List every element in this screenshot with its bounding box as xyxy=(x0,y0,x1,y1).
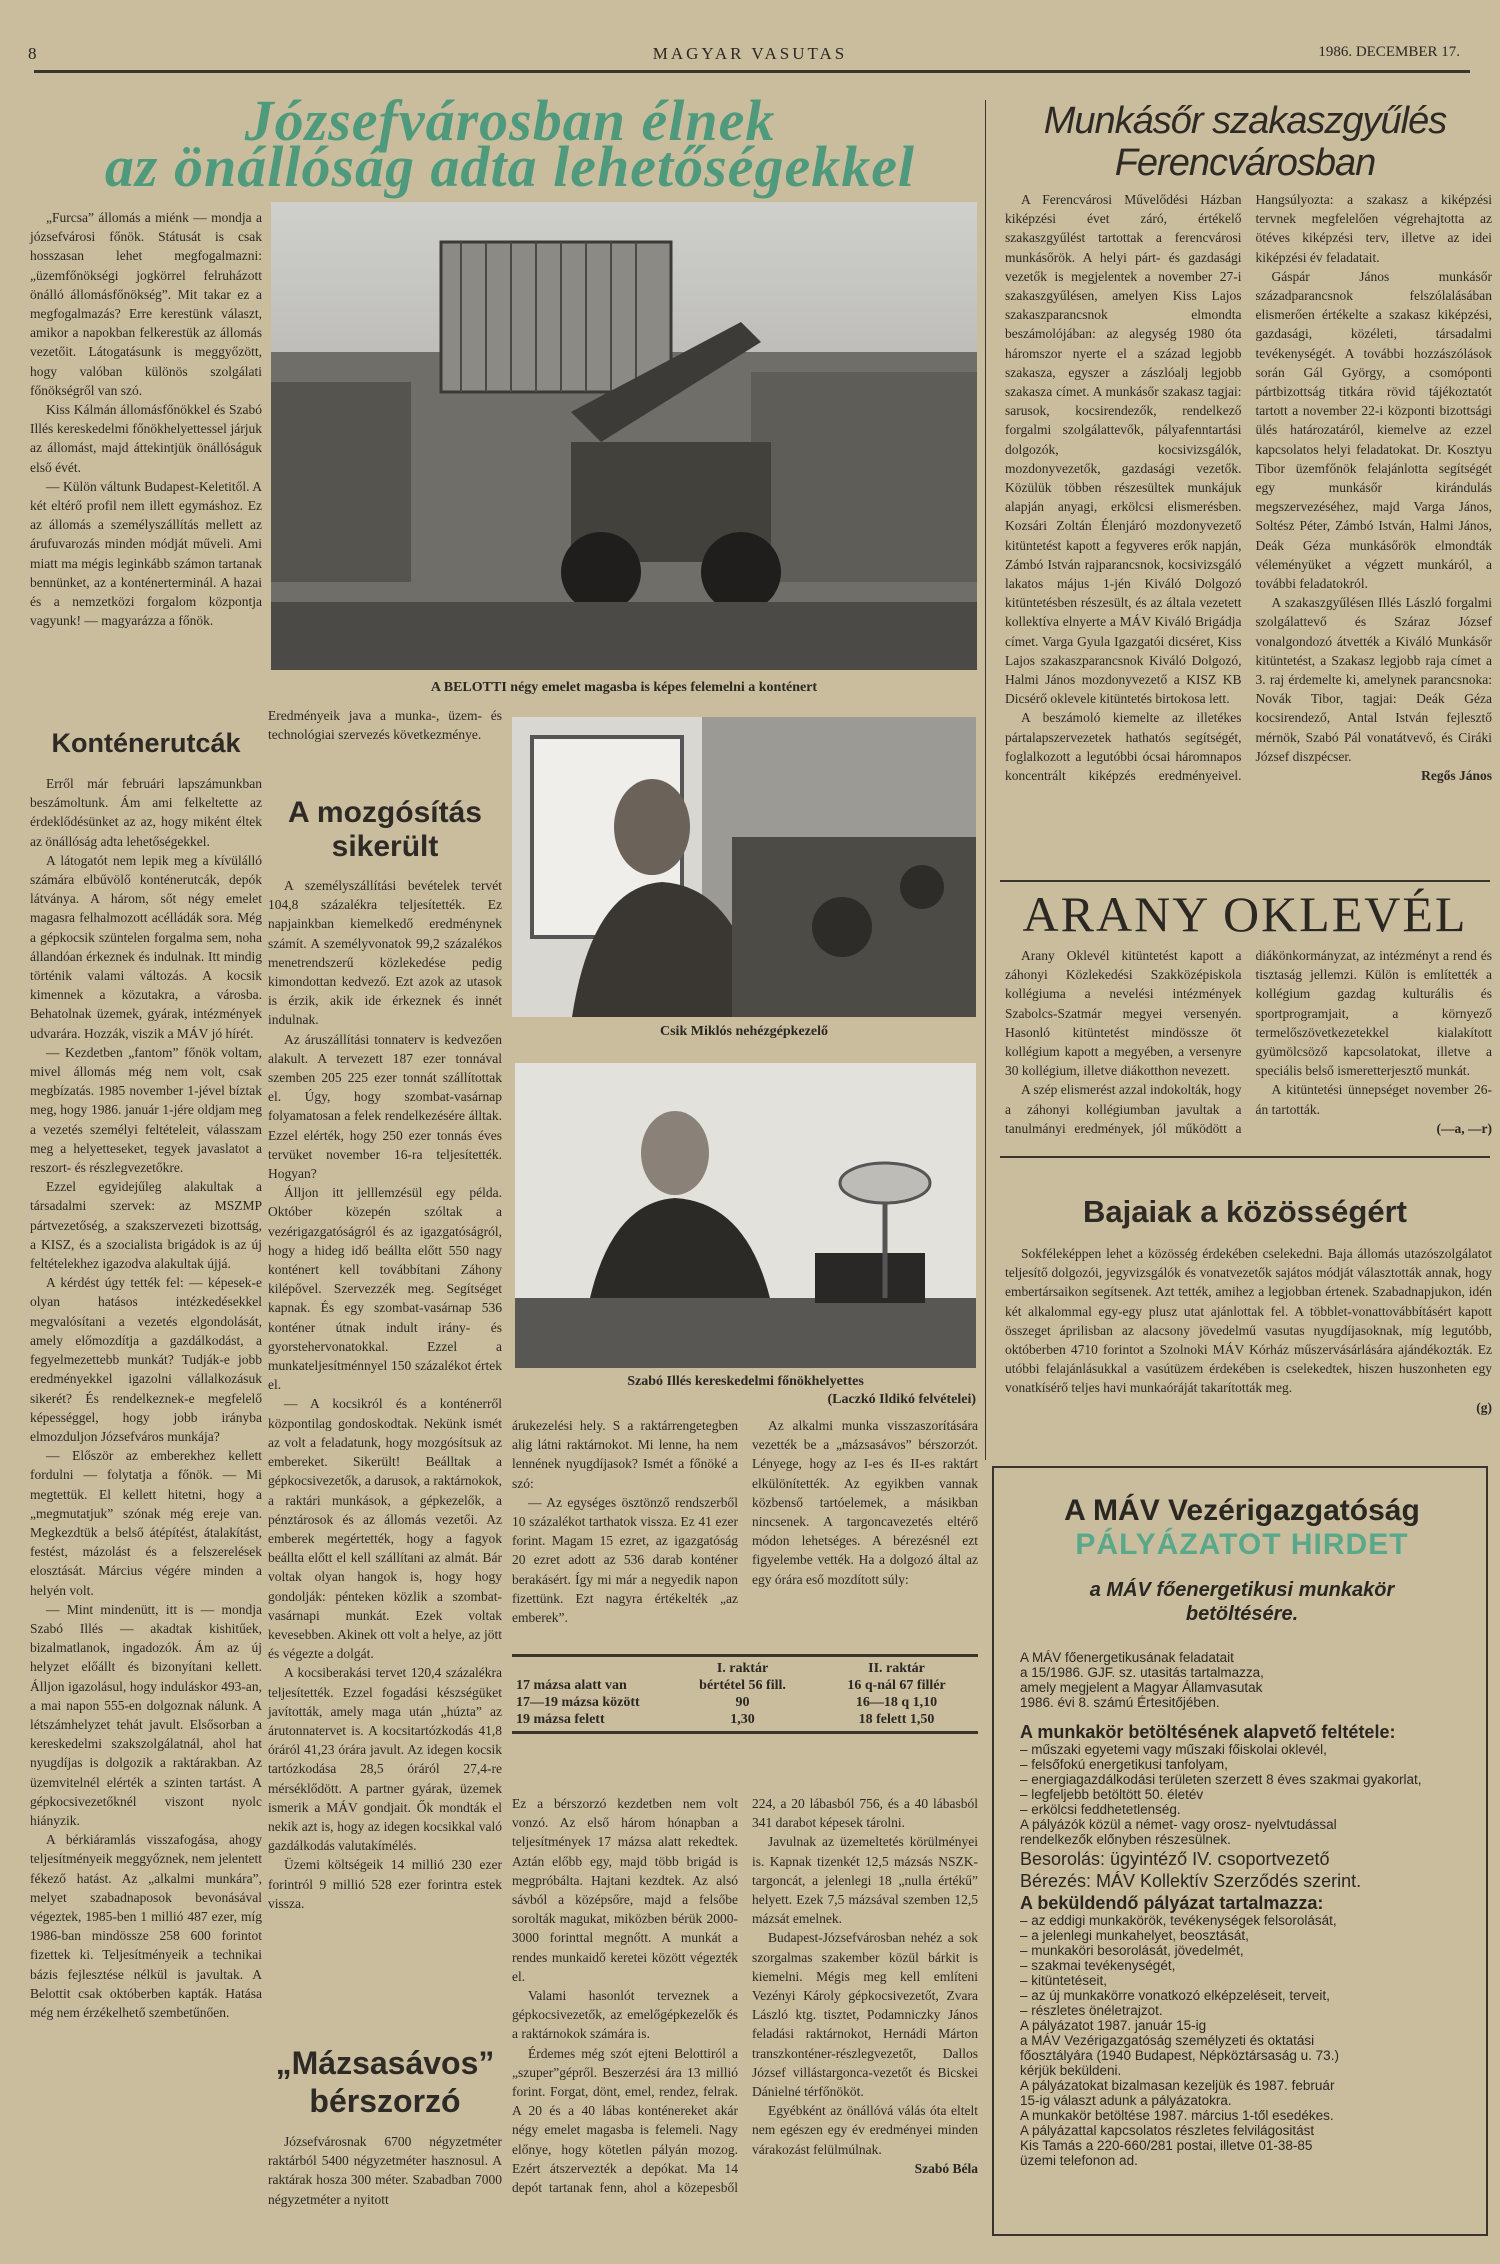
section-rule xyxy=(1000,880,1490,882)
photo-belotti-crane xyxy=(271,202,977,670)
continuation-lower-text xyxy=(512,1794,978,2197)
position-line: betöltésére. xyxy=(1185,1603,1299,1625)
job-ad-subtitle: PÁLYÁZATOT HIRDET xyxy=(1075,1528,1409,1561)
mazsasavos-text xyxy=(268,2132,502,2209)
ad-line: A munkakör betöltése 1987. március 1-től esedékes. xyxy=(1020,2108,1334,2123)
table-row xyxy=(512,1694,978,1711)
paragraph: Sokféleképpen lehet a közösség érdekében cselekedni. Baja állomás utazószolgálatot teljesítő dolgozói, jegyvizsgálók és vonatvezetők sajátos módját választották annak, hogy embertársaikon segítsenek. Azt tették, amihez a legjobban értenek. Szabadnapjukon, idén két alkalommal egy-egy plusz utat ajánlottak fel. A többlet-vonattovábbításért kapott összeget áprilisban az alacsony jövedelmű vasutas nyugdíjasoknak, míg legutóbb, októberben 4710 forintot a Szolnoki MÁV Kórház műszervásárlására ajándékozták. Ez utóbbi felajánlásukkal a vasútüzem érdekében is cselekedtek, hiszen huszonheten egy vonatkísérő teljes havi munkaóráját takarították meg. xyxy=(1005,1246,1492,1396)
paragraph: Érdemes még szót ejteni Belottiról a „szuper”gépről. Beszerzési ára 13 millió forint. Forgat, dönt, emel, rendez, felrak. A 20 és a 40 lábas konténereket akár négy emelet magasba is felemeli. Nagy előnye, hogy kötetlen pályán mozog. Ezért átszervezték a depókat. Ma 14 depót tartanak fenn, ahol a közepesből 224, a 20 lábasból 756, és a 40 lábasból 341 darabot képesek tárolni. xyxy=(512,1796,978,2196)
paragraph: A szakaszgyűlésen Illés László forgalmi szolgálattevő és Száraz József vonalgondozó átvették a Kiváló Munkásőr kitüntetést, a Szakasz legjobb raja címet a 3. raj érdemelte ki, amelynek parancsnoka: Novák Tibor, tagjai: Deák Géza kocsirendező, Antal István fejlesztő mérnök, Szabó Pál vonatátvevő, és Ciráki József diszpécser. xyxy=(1255,595,1492,764)
requirements-title: A munkakör betöltésének alapvető feltétele: xyxy=(1020,1722,1396,1742)
main-headline-line1: Józsefvárosban élnek xyxy=(244,88,776,153)
ad-line: A pályázók közül a német- vagy orosz- nyelvtudással xyxy=(1020,1817,1337,1832)
paragraph: Arany Oklevél kitüntetést kapott a záhonyi Közlekedési Szakközépiskola kollégiuma a nevelési intézmények Szabolcs-Szatmár megyei versenyén. Hasonló kitüntetést mindössze öt kollégium kapott a megyében, a versenyre 30 kollégium, illetve diákotthon nevezett. xyxy=(1005,948,1242,1079)
paragraph: „Furcsa” állomás a miénk — mondja a józsefvárosi főnök. Státusát is csak hosszasan lehet megfogalmazni: „üzemfőnökségi jogkörrel felruházott önálló állomásfőnökség”. Mit takar ez a megfogalmazás? Erre kerestünk választ, amikor a napokban felkerestük az állomás vezetőit. Látogatásunk is meggyőzött, hogy valóban különös szolgálati főnökségről van szó. xyxy=(30,210,262,398)
title-line: bérszorzó xyxy=(309,2083,461,2119)
munkasor-headline xyxy=(1000,100,1490,184)
paper-name: MAGYAR VASUTAS xyxy=(652,44,848,63)
requirement-item: – energiagazdálkodási területen szerzett 8 éves szakmai gyakorlat, xyxy=(1020,1772,1422,1787)
section-rule xyxy=(1000,1156,1490,1158)
requirement-item: – erkölcsi feddhetetlenség. xyxy=(1020,1802,1181,1817)
ad-line: A pályázatot 1987. január 15-ig xyxy=(1020,2018,1207,2033)
rate-table xyxy=(512,1654,978,1734)
contents-item: – az új munkakörre vonatkozó elképzeléseit, terveit, xyxy=(1020,1988,1330,2003)
column-divider xyxy=(985,100,986,1460)
paragraph: Valami hasonlót terveznek a gépkocsivezetők, az emelőgépkezelők és a raktárnokok számára is. xyxy=(512,1988,738,2042)
paragraph: Gáspár János munkásőr századparancsnok felszólalásában elismerően értékelte a szakasz kiképzési, gazdasági, közéleti, társadalmi tevékenységét. A további hozzászólások során Gál György, a csomóponti pártbizottság titkára rövid tájékoztatót tartott a november 22-i központi bizottsági ülés határozatáról, kiemelve az ezzel kapcsolatos helyi feladatokat. Dr. Kosztyu Tibor üzemfőnök felajánlotta segítségét egy munkásőr kirándulás megszervezéséhez, majd Varga János, Soltész Péter, Zámbó István, Halmi János, Deák Géza munkásőrök elmondták véleményüket a végzett munkáról, a további feladatokról. xyxy=(1255,268,1492,592)
table-header: I. raktár xyxy=(716,1661,769,1676)
position-line: a MÁV főenergetikusi munkakör xyxy=(1089,1579,1395,1601)
ad-line: amely megjelent a Magyar Államvasutak xyxy=(1020,1680,1263,1695)
paragraph: Erről már februári lapszámunkban beszámoltunk. Ám ami felkeltette az érdeklődésünket az az, hogy miként éltek az önállóság adta lehetőségekkel. xyxy=(30,776,262,849)
contents-item: – az eddigi munkakörök, tevékenységek felsorolását, xyxy=(1020,1913,1337,1928)
paragraph: A Ferencvárosi Művelődési Házban kiképzési évet záró, értékelő szakaszgyűlést tartottak a ferencvárosi munkásőrök. A helyi párt- és gazdasági vezetők is megjelentek a november 27-i szakaszgyűlésen, amelyen Kiss Lajos szakaszparancsnok elmondta beszámolójában: az alegység 1980 óta háromszor nyerte el a század legjobb szakasza, egyszer a zászlóalj legjobb szakasza címet. A munkásőr szakasz tagjai: sarusok, kocsirendezők, rendelkező forgalmi szolgálattevők, pályafenntartási dolgozók, kocsivizsgálók, mozdonyvezetők, gazdasági vezetők. Közülük többen részesültek munkájuk alapján anyagi, erkölcsi elismerésben. Kozsári Zoltán Élenjáró mozdonyvezető kitüntetést kapott a fegyveres erők napján, Zámbó István rajparancsnok, kocsivizsgáló lakatos május 1-jén Kiváló Dolgozó kitüntetésben részesült, és az általa vezetett kollektíva elnyerte a MÁV Kiváló Brigádja címet. Varga Gyula Igazgatói dicséret, Kiss Lajos szakaszparancsnok Kiváló Dolgozó, Halmi János mozdonyvezető a KISZ KB Dicsérő oklevele kitüntetés birtokosa lett. xyxy=(1005,192,1242,707)
paragraph: Ez a bérszorzó kezdetben nem volt vonzó. Az első három hónapban a teljesítmények 17 mázsa alatt rekedtek. Aztán előbb egy, majd több brigád is megpróbálta. Hajtani kezdtek. Az alsó sávból a középsőre, majd a felsőbe sorolták magukat, miközben bérük 2000-3000 forinttal megnőtt. A munkát a rendes munkaidő keretei között végezték el. xyxy=(512,1796,738,1984)
photo-szabo-illes xyxy=(515,1063,976,1368)
photo-credit: (Laczkó Ildikó felvételei) xyxy=(827,1392,976,1407)
section-title-kontenerutcak: Konténerutcák xyxy=(51,728,241,758)
ad-line: a 15/1986. GJF. sz. utasitás tartalmazza, xyxy=(1020,1665,1264,1680)
paragraph: — Az egységes ösztönző rendszerből 10 százalékot tarthatok vissza. Ez 41 ezer forint. Magam 15 ezret, az igazgatóság 20 ezret adott az 536 darab konténer berakásért. Így mi már a negyedik napon fizettünk. Ezt nagyra értékelték „az emberek”. xyxy=(512,1494,738,1626)
table-cell: 16—18 q 1,10 xyxy=(855,1695,938,1710)
table-cell: bértétel 56 fill. xyxy=(699,1678,786,1693)
author-signature: (—a, —r) xyxy=(1436,1120,1492,1136)
table-cell: 1,30 xyxy=(730,1712,755,1727)
kontenerutcak-text xyxy=(30,774,262,2022)
paragraph: — Külön váltunk Budapest-Keletitől. A két eltérő profil nem illett egymáshoz. Ez az állomás a személyszállítás mellett az árufuvarozás minden módját műveli. Ami miatt ma mégis leginkább számon tartanak bennünket, az a konténerterminál. A hazai és a nemzetközi forgalom központja vagyunk! — magyarázza a főnök. xyxy=(30,478,262,629)
col2-lead xyxy=(268,706,502,744)
main-headline-line2: az önállóság adta lehetőségekkel xyxy=(104,134,916,199)
author-signature: (g) xyxy=(1476,1399,1492,1415)
ad-line: üzemi telefonon ad. xyxy=(1020,2153,1138,2168)
continuation-upper-text xyxy=(512,1416,978,1627)
photo-image xyxy=(271,202,977,670)
bajaiak-text xyxy=(1005,1244,1492,1417)
paragraph: — Kezdetben „fantom” főnök voltam, mivel állomás még nem volt, csak megbízatás. 1985 november 1-jével bíztak meg, hogy 1986. január 1-jére oldjam meg a vezetés személyi feltételeit, válasszam meg a helyetteseket, tegyek javaslatot a reszort- és részlegvezetőkre. xyxy=(30,1044,262,1176)
photo-image xyxy=(515,1063,976,1368)
photo2-caption: Csik Miklós nehézgépkezelő xyxy=(660,1024,828,1039)
photo-csik-miklos xyxy=(512,717,976,1017)
paragraph: A szép elismerést azzal indokolták, hogy a záhonyi kollégiumban javultak a tanulmányi eredmények, jól működött a diákönkormányzat, az intézményt a rend és tisztaság jellemzi. Külön is említették a kollégium gazdag kulturális és sportprogramjait, a környező termelőszövetkezetekkel kialakított gyümölcsöző kapcsolatokat, illetve a speciális belső ismeretterjesztő munkát. xyxy=(1005,948,1492,1136)
ad-line: a MÁV Vezérigazgatóság személyzeti és oktatási xyxy=(1020,2033,1315,2048)
paragraph: Az alkalmi munka visszaszorítására vezették be a „mázsasávos” bérszorzót. Lényege, hogy az I-es és II-es raktárt elkülönítették. Az egyikben vannak közbenső tartóelemek, a másikban nincsenek. A targoncavezetés eltérő módon lehetséges. A bérezésnél ezt figyelembe vették. Ha a dolgozó által az egy órára eső mozdított súly: xyxy=(752,1418,978,1587)
paragraph: A személyszállítási bevételek tervét 104,8 százalékra teljesítették. Ez napjainkban kiemelkedő eredménynek számít. A személyvonatok 99,2 százalékos menetrendszerű közlekedése pedig kimondottan kedvező. Ezt azok az utasok is érzik, akik ide érkeznek és innét indulnak. xyxy=(268,878,502,1028)
ad-line: Kis Tamás a 220-660/281 postai, illetve 01-38-85 xyxy=(1020,2138,1313,2153)
table-cell: 19 mázsa felett xyxy=(516,1712,605,1727)
job-ad-intro xyxy=(1020,1650,1464,1710)
ad-line: A pályázatokat bizalmasan kezeljük és 1987. február xyxy=(1020,2078,1335,2093)
paragraph: Egyébként az önállóvá válás óta eltelt nem egészen egy év eredményei minden várakozást felülmúlnak. xyxy=(752,2103,978,2157)
photo3-caption: Szabó Illés kereskedelmi főnökhelyettes xyxy=(627,1374,864,1389)
table-cell: 90 xyxy=(735,1695,750,1710)
munkasor-text xyxy=(1005,190,1492,785)
arany-oklevel-title: ARANY OKLEVÉL xyxy=(1022,886,1468,942)
paragraph: Budapest-Józsefvárosban nehéz a sok szorgalmas szakember közül bárkit is kiemelni. Mégis meg kell említeni Vezényi Károly gépkocsivezetőt, Zvara László ktg. tisztet, Podamniczky János feladási raktárnokot, Hernádi Márton transzkonténer-részlegvezetőt, Dallos József villástargonca-vezetőt és Bicskei Dánielné térfőnököt. xyxy=(752,1930,978,2100)
classification: Besorolás: ügyintéző IV. csoportvezető xyxy=(1020,1849,1330,1869)
intro-text xyxy=(30,208,262,630)
job-ad-title: A MÁV Vezérigazgatóság xyxy=(1064,1494,1420,1527)
table-row xyxy=(512,1677,978,1694)
paragraph: Józsefvárosnak 6700 négyzetméter raktárból 5400 négyzetméter hasznosul. A raktárak hosza 300 méter. Szabadban 7000 négyzetméter a nyitott xyxy=(268,2134,502,2207)
ad-line: kérjük beküldeni. xyxy=(1020,2063,1122,2078)
mozgositas-text xyxy=(268,876,502,1913)
ad-line: A MÁV főenergetikusának feladatait xyxy=(1020,1650,1234,1665)
paragraph: A bérkiáramlás visszafogása, ahogy teljesítményeik meggyőznek, nem jelentett fékező hatást. Az „alkalmi munkára”, melyet szabadnaposok bevonásával végeztek, 1985-ben 1 millió 487 ezer, míg 1986-ban mindössze 258 600 forintot fizettek ki. Teljesítményeik a technikai bázis fejlesztése nélkül is javultak. A Belottit csak októberben kapták. Hatása még nem érzékelhető szembetűnően. xyxy=(30,1832,262,2020)
ad-line: 15-ig választ adunk a pályázatokra. xyxy=(1020,2093,1232,2108)
issue-date: 1986. DECEMBER 17. xyxy=(1318,44,1460,60)
job-ad-position xyxy=(1020,1578,1464,1626)
table-cell: 17 mázsa alatt van xyxy=(516,1678,627,1693)
paragraph: Az áruszállítási tonnaterv is kedvezően alakult. A tervezett 187 ezer tonnával szemben 205 225 ezer tonnát szállítottak el. Úgy, hogy szombat-vasárnap folyamatosan a felek rendelkezésére álltak. Ezzel elérték, hogy 250 ezer tonnás éves tervüket november 16-ra teljesítették. Hogyan? xyxy=(268,1031,502,1182)
requirement-item: – műszaki egyetemi vagy műszaki főiskolai oklevél, xyxy=(1020,1742,1327,1757)
paragraph: Javulnak az üzemeltetés körülményei is. Kapnak tizenkét 12,5 mázsás NSZK-targoncát, a jelenlegi 18 „nulla értékű” helyett. Ezek 7,5 mázsával szemben 12,5 mázsát emelnek. xyxy=(752,1834,978,1927)
paragraph: Kiss Kálmán állomásfőnökkel és Szabó Illés kereskedelmi főnökhelyettessel járjuk az állomást, majd áttekintjük önállóságuk első évét. xyxy=(30,402,262,475)
bajaiak-title: Bajaiak a közösségért xyxy=(1083,1194,1407,1229)
author-signature: Szabó Béla xyxy=(914,2160,978,2176)
author-signature: Regős János xyxy=(1421,768,1492,784)
contents-item: – szakmai tevékenységét, xyxy=(1020,1958,1176,1973)
title-line: Munkásőr szakaszgyűlés xyxy=(1043,100,1447,142)
salary: Bérezés: MÁV Kollektív Szerződés szerint. xyxy=(1020,1871,1362,1891)
contents-item: – részletes önéletrajzot. xyxy=(1020,2003,1163,2018)
job-ad-box xyxy=(992,1466,1488,2236)
page-number: 8 xyxy=(28,44,40,63)
paragraph: Ezzel egyidejűleg alakultak a társadalmi szervek: az MSZMP pártvezetőség, a szakszervezeti bizottság, a KISZ, és a szocialista brigádok is az új feltételekhez igazodva alakultak újjá. xyxy=(30,1179,262,1272)
title-line: „Mázsasávos” xyxy=(275,2045,495,2081)
table-header-row xyxy=(512,1660,978,1677)
paragraph: A látogatót nem lepik meg a kívülálló számára elbűvölő konténerutcák, depók látványa. A három, sőt négy emelet magasra felhalmozott acélládák sora. Még a gépkocsik szüntelen forgalma sem, noha állandóan érkeznek és indulnak. Itt mindig történik valami változás. A kocsik kimennek a közutakra, a városba. Behatolnak üzemek, gyárak, intézmények udvarára. Hozzák, viszik a MÁV jó hírét. xyxy=(30,852,262,1041)
photo1-caption: A BELOTTI négy emelet magasba is képes felemelni a konténert xyxy=(430,680,818,695)
table-header: II. raktár xyxy=(868,1661,925,1676)
ad-line: 1986. évi 8. számú Értesitőjében. xyxy=(1020,1695,1220,1710)
paragraph: A kocsiberakási tervet 120,4 százalékra teljesítették. Ezzel fogadási készségüket javították, amely maga után „húzta” az árutonnatervet is. A kocsitartózkodás 41,8 óráról 41,23 órára javult. Az idegen kocsik tartózkodása 28,5 óráról 27,4-re mérséklődött. A partner gyárak, üzemek ismerik a MÁV gondjait. Ők mondták el nekik azt is, hogy az idegen kocsikkal való gazdálkodás valutakímélés. xyxy=(268,1665,502,1854)
table-cell: 16 q-nál 67 fillér xyxy=(847,1678,946,1693)
title-line: Ferencvárosban xyxy=(1114,142,1376,184)
paragraph: árukezelési hely. S a raktárrengetegben alig látni raktárnokot. Mi lenne, ha nem lennének nyugdíjasok? Ismét a főnöké a szó: xyxy=(512,1418,738,1491)
paragraph: — Először az emberekhez kellett fordulni — folytatja a főnök. — Mi megtettük. El kellett hitetni, hogy a „megmutatjuk” szónak még ereje van. Megkezdtük a belső átépítést, átalakítást, festést, mázolást és a felszerelések elosztását. Március végére minden a helyén volt. xyxy=(30,1448,262,1598)
paragraph: Álljon itt jelllemzésül egy példa. Október közepén szóltak a vezérigazgatóságról és az igazgatóságról, hogy a hideg idő beállta előtt 550 nagy konténert kell továbbítani Záhony kilépővel. Szervezzék meg. Segítséget kapnak. És egy szombat-vasárnap 536 konténer útnak indult irány- és gyorstehervonatokkal. Ezzel a munkateljesítménnyel 150 százalékot értek el. xyxy=(268,1185,502,1393)
requirement-item: – legfeljebb betöltött 50. életév xyxy=(1020,1787,1204,1802)
table-row xyxy=(512,1711,978,1728)
paragraph: — Mint mindenütt, itt is — mondja Szabó Illés — akadtak kishitűek, bizalmatlanok, ingadozók. Ám az új helyzet előállt és bizonyítani kellett. Álljon igazolásul, hogy induláskor 493-an, a mai napon 555-en dolgoznak nálunk. A létszámhelyzet tehát javult. Elsősorban a kereskedelmi szakszolgálatnál, ahol hat nyugdíjas is dolgozik a raktárakban. Az üzemvitelnél elérték a szinten tartást. A gépkocsivezetőknél viszont nyolc hiányzik. xyxy=(30,1601,262,1828)
photo-image xyxy=(512,717,976,1017)
paragraph: A kitüntetési ünnepséget november 26-án tartották. xyxy=(1255,1082,1492,1117)
contents-item: – munkaköri besorolását, jövedelmét, xyxy=(1020,1943,1244,1958)
section-title-mazsasavos xyxy=(268,2044,502,2120)
paragraph: Üzemi költségeik 14 millió 230 ezer forintról 9 millió 528 ezer forintra estek vissza. xyxy=(268,1857,502,1911)
masthead-rule xyxy=(34,70,1470,73)
table-header xyxy=(512,1660,670,1677)
contents-title: A beküldendő pályázat tartalmazza: xyxy=(1020,1893,1324,1913)
ad-line: rendelkezők előnyben részesülnek. xyxy=(1020,1832,1231,1847)
ad-line: A pályázattal kapcsolatos részletes felvilágositást xyxy=(1020,2123,1315,2138)
table-cell: 17—19 mázsa között xyxy=(516,1695,640,1710)
main-headline xyxy=(40,88,980,199)
paragraph: Eredményeik java a munka-, üzem- és technológiai szervezés következménye. xyxy=(268,708,502,743)
paragraph: A kérdést úgy tették fel: — képesek-e olyan hatásos intézkedésekkel megvalósítani a vezetés elgondolását, amely előmozdítja a gazdálkodást, a fegyelmezettebb munkát? Tudják-e jobb eredményekkel igazolni vállalkozásuk sikerét? És rendelkeznek-e megfelelő képességgel, hogy jobb irányba elmozduljon Józsefváros munkája? xyxy=(30,1275,262,1444)
arany-oklevel-text xyxy=(1005,946,1492,1138)
section-title-mozgositas: A mozgósítás sikerült xyxy=(288,796,482,863)
contents-item: – kitüntetéseit, xyxy=(1020,1973,1108,1988)
paragraph: — A kocsikról és a konténerről központilag gondoskodtak. Nekünk ismét az volt a feladatunk, hogy mozgósítsuk az embereket. Sikerült! Beálltak a gépkocsivezetők, a darusok, a raktárnokok, a raktári munkások, a gépkezelők, a pénztárosok és az állomás vezetői. Az emberek megértették, hogy a fagyok beállta előtt el kell szállítani az almát. Bár voltak olyan hangok is, hogy hogy gondolják: pénteken közlik a szombat-vasárnapi munkát. Ezek voltak kevesebben. Akinek ott volt a helye, az jött és végezte a dolgát. xyxy=(268,1396,502,1662)
paragraph: A beszámoló kiemelte az illetékes pártalapszervezetek hathatós segítségét, foglalkozott a legutóbbi ócsai háromnapos koncentrált kiképzés eredményeivel. Hangsúlyozta: a szakasz a kiképzési tervnek megfelelően végrehajtotta az ötéves kiképzési terv, illetve az idei kiképzési év feladatait. xyxy=(1005,192,1492,784)
ad-line: főosztályára (1940 Budapest, Népköztársaság u. 73.) xyxy=(1020,2048,1339,2063)
contents-item: – a jelenlegi munkahelyet, beosztását, xyxy=(1020,1928,1249,1943)
table-cell: 18 felett 1,50 xyxy=(858,1712,935,1727)
requirement-item: – felsőfokú energetikusi tanfolyam, xyxy=(1020,1757,1228,1772)
